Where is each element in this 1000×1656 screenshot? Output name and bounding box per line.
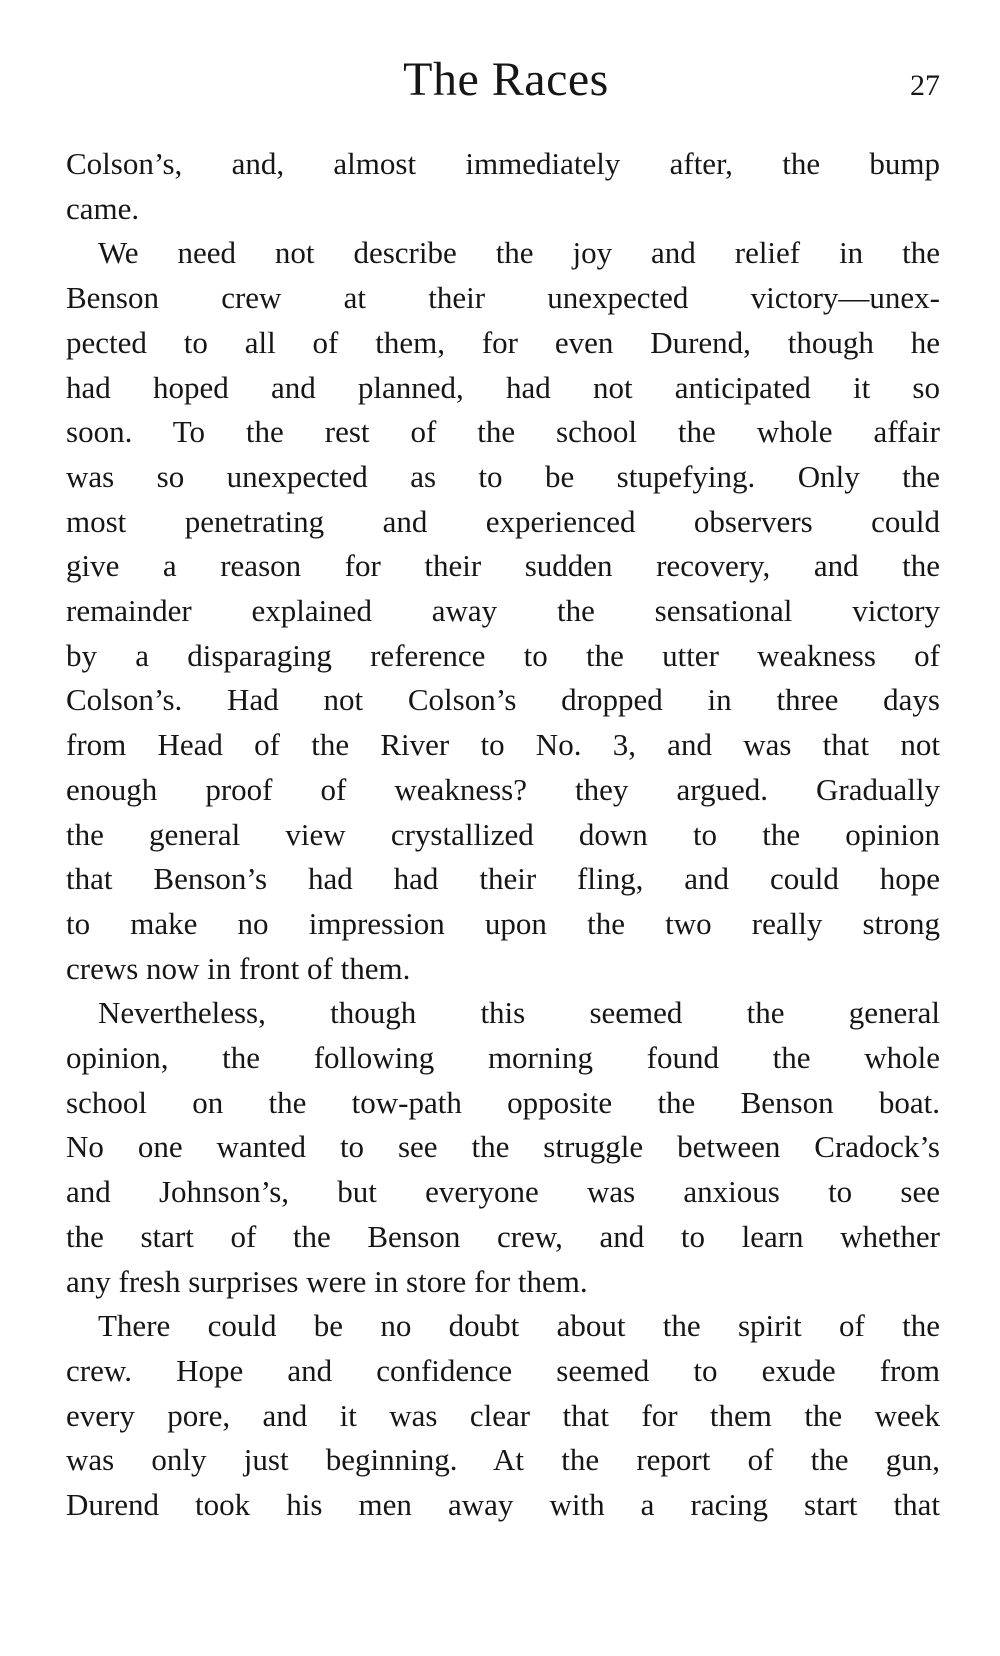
text-line: that Benson’s had had their fling, and could hope <box>66 861 940 897</box>
paragraph-4 <box>66 1304 940 1528</box>
text-line: Colson’s. Had not Colson’s dropped in three days <box>66 682 940 718</box>
text-line: to make no impression upon the two really strong <box>66 905 940 941</box>
text-line: We need not describe the joy and relief in the <box>98 235 940 271</box>
text-line: opinion, the following morning found the whole <box>66 1040 940 1076</box>
text-line: enough proof of weakness? they argued. Gradually <box>66 771 940 807</box>
text-line: pected to all of them, for even Durend, though he <box>66 324 940 360</box>
text-line: by a disparaging reference to the utter weakness of <box>66 637 940 673</box>
text-line: Durend took his men away with a racing start that <box>66 1487 940 1523</box>
text-line: from Head of the River to No. 3, and was that not <box>66 727 940 763</box>
text-line: school on the tow-path opposite the Benson boat. <box>66 1084 940 1120</box>
text-line: Colson’s, and, almost immediately after, the bump <box>66 146 940 181</box>
text-line: any fresh surprises were in store for them. <box>66 1263 588 1299</box>
text-line: crews now in front of them. <box>66 950 411 986</box>
text-line: came. <box>66 190 140 226</box>
text-line: was so unexpected as to be stupefying. Only the <box>66 458 940 494</box>
text-line: and Johnson’s, but everyone was anxious to see <box>66 1174 940 1210</box>
text-line: Nevertheless, though this seemed the general <box>98 995 940 1031</box>
running-title: The Races <box>403 53 609 106</box>
text-line: Benson crew at their unexpected victory—unex- <box>66 280 940 316</box>
paragraph-3 <box>66 991 940 1304</box>
text-line: crew. Hope and confidence seemed to exude from <box>66 1352 940 1388</box>
text-line: soon. To the rest of the school the whole affair <box>66 414 940 450</box>
text-line: remainder explained away the sensational victory <box>66 593 940 629</box>
paragraph-2 <box>66 231 940 991</box>
running-head <box>66 48 946 118</box>
text-line: most penetrating and experienced observers could <box>66 503 940 539</box>
text-line: the general view crystallized down to the opinion <box>66 816 940 852</box>
text-line: give a reason for their sudden recovery, and the <box>66 548 940 584</box>
text-line: No one wanted to see the struggle between Cradock’s <box>66 1129 940 1165</box>
text-line: the start of the Benson crew, and to learn whether <box>66 1218 940 1254</box>
text-line: There could be no doubt about the spirit of the <box>98 1308 940 1344</box>
text-line: was only just beginning. At the report of the gun, <box>66 1442 940 1478</box>
body-text <box>66 142 940 1528</box>
page-number: 27 <box>910 69 940 102</box>
text-line: had hoped and planned, had not anticipated it so <box>66 369 940 405</box>
paragraph-1 <box>66 142 940 231</box>
text-line: every pore, and it was clear that for them the week <box>66 1397 940 1433</box>
